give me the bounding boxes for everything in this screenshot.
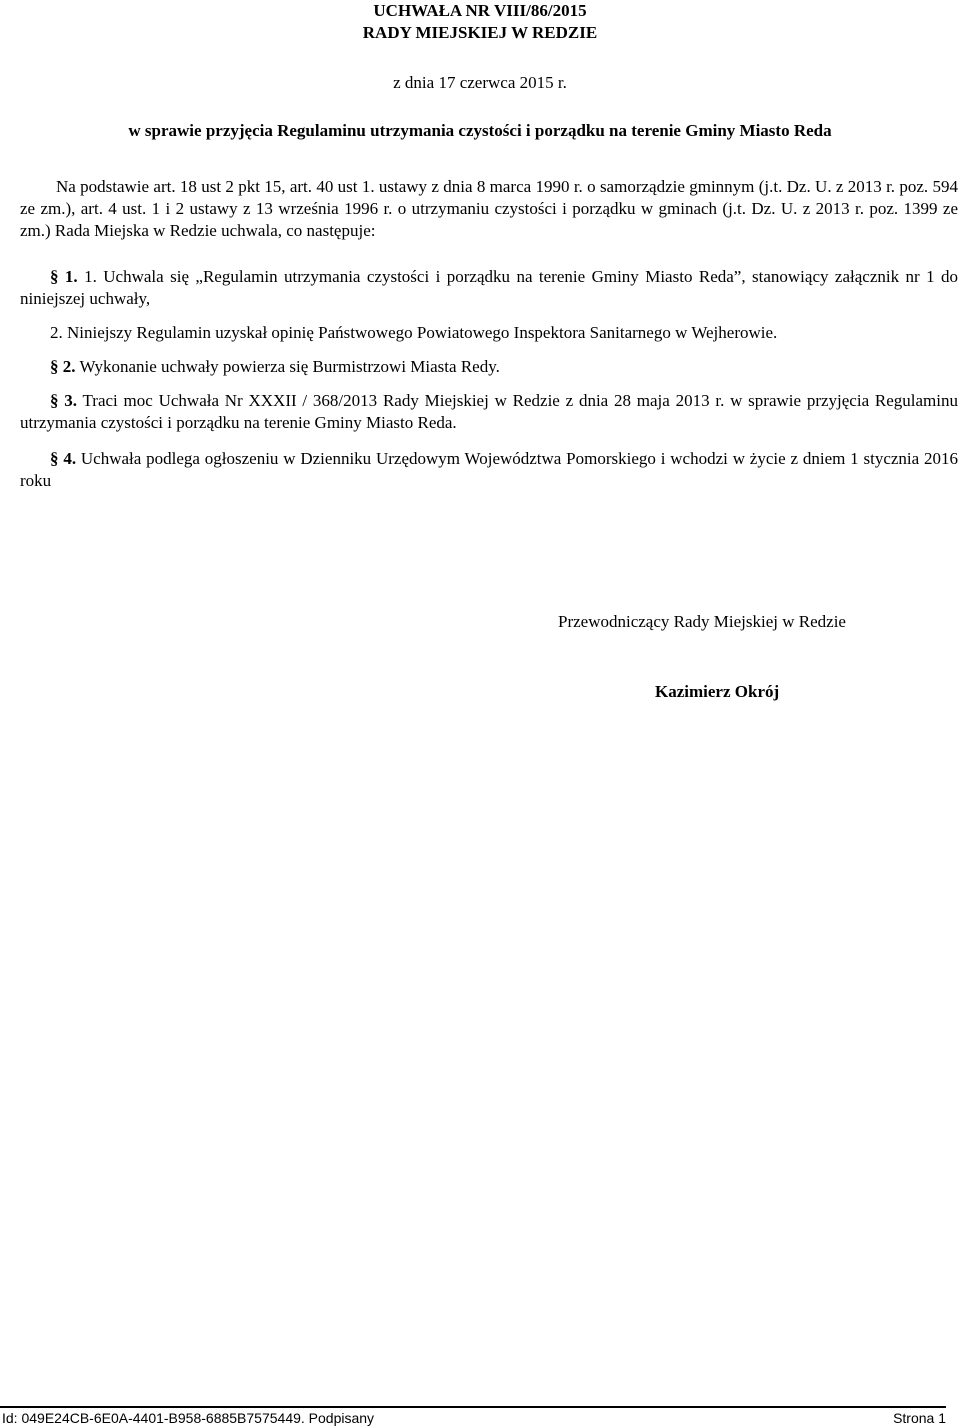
section-3-text: Traci moc Uchwała Nr XXXII / 368/2013 Rady Miejskiej w Redzie z dnia 28 maja 2013 r. w sprawie przyjęcia Regulaminu utrzymania czystości i porządku na terenie Gminy Miasto Reda.: [20, 391, 958, 432]
section-4-text: Uchwała podlega ogłoszeniu w Dzienniku Urzędowym Województwa Pomorskiego i wchodzi w życie z dniem 1 stycznia 2016 roku: [20, 449, 959, 490]
resolution-subject: w sprawie przyjęcia Regulaminu utrzymania czystości i porządku na terenie Gminy Miasto Reda: [128, 121, 832, 140]
section-1-item-2-text: 2. Niniejszy Regulamin uzyskał opinię Państwowego Powiatowego Inspektora Sanitarnego w Wejherowie.: [50, 323, 778, 342]
preamble-paragraph: Na podstawie art. 18 ust 2 pkt 15, art. 40 ust 1. ustawy z dnia 8 marca 1990 r. o samorządzie gminnym (j.t. Dz. U. z 2013 r. poz. 594 ze zm.), art. 4 ust. 1 i 2 ustawy z 13 września 1996 r. o utrzymaniu czystości i porządku w gminach (j.t. Dz. U. z 2013 r. poz. 1399 ze zm.) Rada Miejska w Redzie uchwala, co następuje:: [20, 177, 958, 240]
section-2-paragraph: [20, 356, 958, 378]
resolution-title: UCHWAŁA NR VIII/86/2015: [373, 1, 587, 20]
signature-role: Przewodniczący Rady Miejskiej w Redzie: [558, 612, 846, 631]
section-1-paragraph-2: [20, 322, 958, 344]
document-id: Id: 049E24CB-6E0A-4401-B958-6885B7575449. Podpisany: [2, 1410, 375, 1426]
signature-name: Kazimierz Okrój: [655, 682, 780, 701]
section-3-mark: § 3.: [50, 391, 78, 410]
section-2-text: Wykonanie uchwały powierza się Burmistrzowi Miasta Redy.: [75, 357, 500, 376]
section-4-mark: § 4.: [50, 449, 77, 468]
section-3-paragraph: [20, 390, 958, 434]
page-number: Strona 1: [893, 1410, 946, 1426]
resolution-date: z dnia 17 czerwca 2015 r.: [393, 73, 567, 92]
council-name: RADY MIEJSKIEJ W REDZIE: [362, 23, 598, 42]
footer-divider: [0, 1406, 946, 1408]
section-1-text: 1. Uchwala się „Regulamin utrzymania czystości i porządku na terenie Gminy Miasto Reda”, stanowiący załącznik nr 1 do niniejszej uchwały,: [20, 267, 959, 308]
section-2-mark: § 2.: [50, 357, 76, 376]
section-4-paragraph: [20, 448, 958, 492]
section-1-paragraph-1: [20, 266, 958, 310]
section-1-mark: § 1.: [50, 267, 78, 286]
